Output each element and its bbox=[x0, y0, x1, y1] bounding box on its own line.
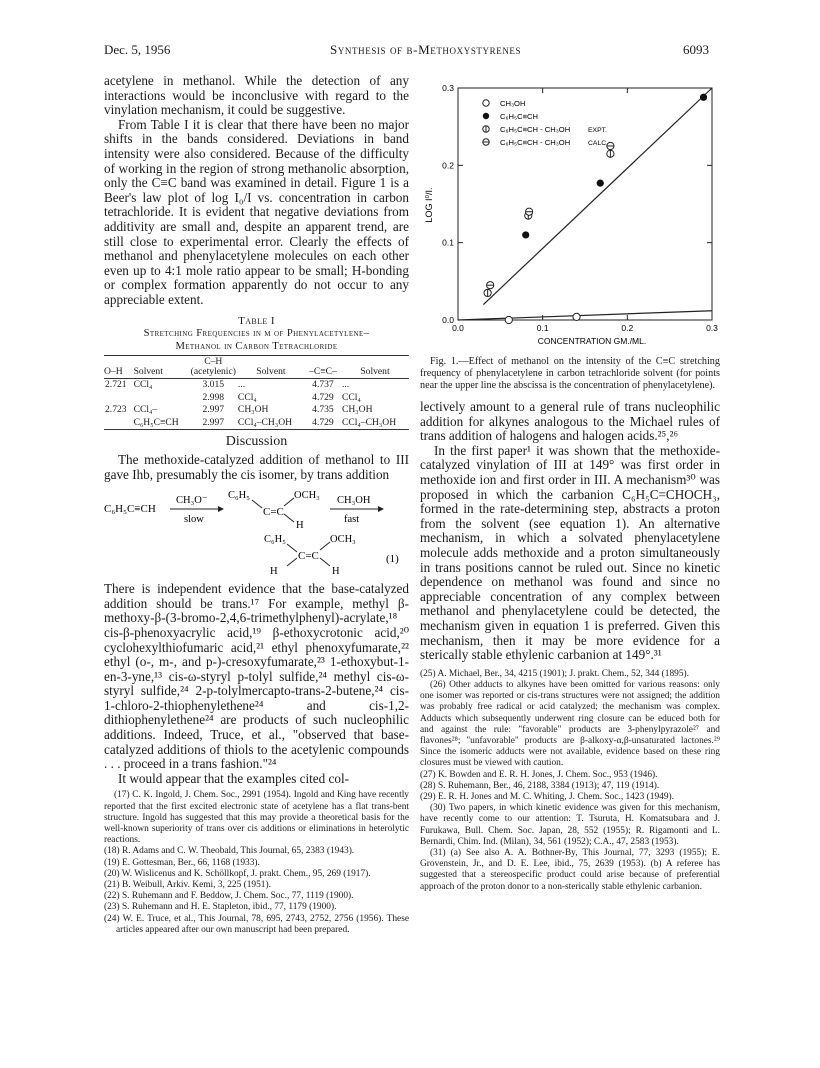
marker-shape bbox=[573, 313, 580, 320]
y-tick-label: 0.2 bbox=[442, 160, 454, 171]
paragraph: acetylene in methanol. While the detection of any interactions would be inconclusive with regard to the vinylation mechanism, it could be suggestive. bbox=[104, 73, 409, 118]
filled-circle-marker bbox=[522, 231, 529, 238]
eq-prod-methoxy: OCH₃ bbox=[330, 534, 356, 546]
y-tick-label: 0.0 bbox=[442, 315, 454, 325]
table-cell: CCl₄–CH₃OH bbox=[237, 416, 293, 428]
header-date: Dec. 5, 1956 bbox=[104, 42, 171, 57]
right-column bbox=[420, 70, 720, 893]
eq-reagent-2: CH₃OH bbox=[337, 495, 371, 507]
eq-bond bbox=[252, 500, 262, 508]
table-cell bbox=[104, 417, 133, 430]
footnote: (22) S. Ruhemann and F. Beddow, J. Chem. Soc., 77, 1119 (1900). bbox=[104, 891, 354, 902]
table-header: O–H bbox=[104, 365, 123, 377]
eq-int-hydrogen: H bbox=[296, 520, 304, 532]
circle-vertical-bar-marker bbox=[483, 126, 489, 132]
table-cell: CH₃OH bbox=[341, 404, 373, 416]
table-cell: 4.729 bbox=[312, 391, 334, 403]
eq-arrowhead-2 bbox=[378, 506, 384, 512]
chart-xlabel: CONCENTRATION GM./ML. bbox=[537, 336, 647, 346]
figure-caption: Fig. 1.—Effect of methanol on the intensity of the C≡C stretching frequency of phenylacetylene in carbon tetrachloride solvent (for points near the upper line the abscissa is the concentration of phenylacetylene). bbox=[420, 356, 720, 391]
eq-int-methoxy: OCH₃ bbox=[294, 490, 320, 502]
table-cell: CCl₄–CH₃OH bbox=[341, 416, 397, 428]
footnote: (29) E. R. H. Jones and M. C. Whiting, J. Chem. Soc., 1423 (1949). bbox=[420, 791, 674, 802]
open-circle-marker bbox=[505, 316, 512, 323]
footnotes-left bbox=[104, 790, 409, 936]
paragraph: The methoxide-catalyzed addition of methanol to III gave Ihb, presumably the cis isomer, by trans addition bbox=[104, 451, 409, 482]
table-cell: CH₃OH bbox=[237, 404, 269, 416]
legend-tag: CALC. bbox=[588, 140, 609, 147]
footnote: (17) C. K. Ingold, J. Chem. Soc., 2991 (1954). Ingold and King have recently reported that the first excited electronic state of acetylene has a flat trans-bent structure. Ingold has suggested that this may provide a theoretical basis for the well-known superiority of trans over cis additions or eliminations in heterolytic reactions. bbox=[104, 790, 409, 846]
footnote: (31) (a) See also A. A. Bothner-By, This Journal, 77, 3293 (1955); E. Grovenstein, Jr., and D. E. Lee, ibid., 75, 2639 (1953). (b) A referee has suggested that a stereospecific product could arise because of preferential approach of the proton donor to a non-sterically stable ethylenic carbanion. bbox=[420, 847, 720, 892]
eq-bond bbox=[287, 558, 297, 566]
paragraph: lectively amount to a general rule of trans nucleophilic addition for alkynes analogous to the Michael rules of trans addition of halogens and halogen acids.²⁵,²⁶ bbox=[420, 399, 720, 444]
table-cell: ... bbox=[237, 379, 246, 391]
circle-vertical-bar-marker bbox=[484, 289, 491, 296]
table-cell: 4.729 bbox=[312, 416, 334, 428]
legend-tag: EXPT. bbox=[588, 127, 607, 134]
eq-bond bbox=[284, 514, 294, 522]
marker-shape bbox=[522, 231, 529, 238]
eq-reactant: C₆H₅C≡CH bbox=[104, 503, 156, 516]
filled-circle-marker bbox=[700, 94, 707, 101]
x-tick-label: 0.2 bbox=[621, 323, 634, 333]
footnotes-right bbox=[420, 669, 720, 893]
table-cell: CCl₄ bbox=[341, 391, 361, 403]
footnote: (20) W. Wislicenus and K. Schöllkopf, J. prakt. Chem., 95, 269 (1917). bbox=[104, 868, 371, 879]
table-header: Solvent bbox=[360, 365, 390, 377]
table-cell: ... bbox=[341, 379, 350, 391]
eq-int-alkene: C=C bbox=[263, 506, 284, 519]
table-row bbox=[104, 417, 409, 430]
left-column bbox=[104, 74, 409, 936]
table-cell: 2.723 bbox=[105, 404, 127, 416]
eq-reagent-1: CH₃O⁻ bbox=[176, 495, 208, 507]
y-tick-label: 0.3 bbox=[442, 83, 454, 93]
x-tick-label: 0.1 bbox=[536, 323, 549, 333]
circle-horizontal-bar-marker bbox=[487, 282, 494, 289]
table-cell: 2.721 bbox=[105, 379, 127, 391]
table-caption bbox=[104, 327, 409, 353]
y-tick-label: 0.1 bbox=[442, 237, 454, 248]
marker-shape bbox=[700, 94, 707, 101]
marker-shape bbox=[483, 100, 489, 106]
open-circle-marker bbox=[483, 100, 489, 106]
section-heading: Discussion bbox=[225, 433, 288, 449]
table-row bbox=[104, 404, 409, 416]
table-cell: 3.015 bbox=[202, 379, 225, 391]
table-cell: 4.737 bbox=[312, 379, 334, 391]
marker-shape bbox=[505, 316, 512, 323]
eq-int-phenyl: C₆H₅ bbox=[228, 490, 250, 502]
eq-bond bbox=[320, 542, 330, 550]
table-cell: 2.998 bbox=[202, 391, 225, 403]
marker-shape bbox=[597, 180, 604, 187]
frequency-table bbox=[104, 355, 409, 430]
footnote: (18) R. Adams and C. W. Theobald, This Journal, 65, 2383 (1943). bbox=[104, 846, 355, 857]
paragraph: There is independent evidence that the base-catalyzed addition should be trans.¹⁷ For example, methyl β-methoxy-β-(3-bromo-2,4,6-trimethylphenyl)-acrylate,¹⁸ cis-β-phenoxyacrylic acid,¹⁹ β-ethoxycrotonic acid,²⁰ cyclohexylthiofumaric acid,²¹ ethyl phenoxyfumarate,²² ethyl (o-, m-, and p-)-cresoxyfumarate,²³ 1-ethoxybut-1-en-3-yne,¹³ cis-ω-styryl p-tolyl sulfide,²⁴ methyl cis-ω-styryl sulfide,²⁴ 2-p-tolylmercapto-trans-2-butene,²⁴ cis-1-chloro-2-thiophenylethene²⁴ and cis-1,2-dithiophenylethene²⁴ are products of such nucleophilic additions. Indeed, Truce, et al., "observed that base-catalyzed additions of thiols to the acetylenic compounds . . . proceed in a trans fashion."²⁴ bbox=[104, 581, 409, 772]
table-caption-line-2: Methanol in Carbon Tetrachloride bbox=[175, 340, 338, 352]
eq-bond bbox=[287, 544, 297, 552]
table-header: Solvent bbox=[133, 365, 163, 377]
eq-bond bbox=[284, 498, 294, 506]
filled-circle-marker bbox=[483, 113, 489, 119]
header-title: Synthesis of β-Methoxystyrenes bbox=[330, 42, 522, 57]
eq-number: (1) bbox=[386, 553, 399, 566]
footnote: (30) Two papers, in which kinetic evidence was given for this mechanism, have recently come to our attention: T. Tsuruta, H. Komatsubara and J. Furukawa, Bull. Chem. Soc. Japan, 28, 552 (1955); R. Rigamonti and L. Bernardi, Chim. Ind. (Milan), 34, 561 (1952); C.A., 47, 2583 (1953). bbox=[420, 803, 720, 847]
table-row bbox=[104, 379, 409, 392]
chart-legend bbox=[483, 99, 608, 147]
paragraph: From Table I it is clear that there have been no major shifts in the bands considered. Deviations in band intensity were also considered. Because of the difficulty of working in the region of strong methanolic absorption, only the C≡C band was examined in detail. Figure 1 is a Beer's law plot of log I₀/I vs. concentration in carbon tetrachloride. It is evident that negative deviations from additivity are small and, despite an apparent trend, are still close to experimental error. Clearly the effects of methanol and phenylacetylene molecules on each other even up to 4:1 mole ratio appear to be small; H-bonding or complex formation apparently do not occur to any appreciable extent. bbox=[104, 116, 409, 307]
eq-prod-alkene: C=C bbox=[298, 550, 319, 563]
chart-frame bbox=[458, 88, 712, 320]
table-cell: CCl₄– bbox=[133, 404, 158, 416]
table-cell: 2.997 bbox=[202, 404, 225, 416]
footnote: (19) E. Gottesman, Ber., 66, 1168 (1933). bbox=[104, 857, 260, 868]
eq-prod-phenyl: C₆H₅ bbox=[264, 534, 286, 546]
table-cell: 2.997 bbox=[202, 416, 225, 428]
table-header: C–H (acetylenic) bbox=[190, 355, 236, 377]
legend-label: C₆H₅C≡CH - CH₃OH bbox=[500, 125, 571, 134]
table-cell: CCl₄ bbox=[133, 379, 153, 391]
table-header: Solvent bbox=[256, 365, 286, 377]
chart-ylabel: LOG I⁰/I. bbox=[424, 187, 434, 223]
legend-label: C₆H₅C≡CH bbox=[500, 112, 538, 121]
eq-prod-hydrogen-1: H bbox=[270, 566, 278, 578]
table-cell: 4.735 bbox=[312, 404, 334, 416]
footnote: (24) W. E. Truce, et al., This Journal, 78, 695, 2743, 2752, 2756 (1956). These articles appeared after our own manuscript had been prepared. bbox=[104, 913, 409, 935]
footnote: (26) Other adducts to alkynes have been omitted for various reasons: only one isomer was reported or cis-trans structures were not assigned; the addition was probably free radical or acid catalyzed; the mechanism was complex. Adducts which subsequently underwent ring closure can be educed both for and against the rule: "favorable" products are 3-phenylpyrazole²⁷ and flavones²⁸; "unfavorable" products are β-alkoxy-α,β-unsaturated lactones.²⁹ Since the isomeric adducts were not available, evidence based on these ring closures must be viewed with caution. bbox=[420, 679, 720, 769]
fit-line bbox=[458, 311, 712, 320]
chart-axes bbox=[442, 83, 718, 333]
legend-label: C₆H₅C≡CH - CH₃OH bbox=[500, 138, 571, 147]
x-tick-label: 0.3 bbox=[706, 323, 718, 333]
chart-fit-lines bbox=[458, 88, 712, 320]
footnote: (27) K. Bowden and E. R. H. Jones, J. Chem. Soc., 953 (1946). bbox=[420, 769, 658, 780]
eq-arrowhead-1 bbox=[218, 506, 224, 512]
footnote: (25) A. Michael, Ber., 34, 4215 (1901); J. prakt. Chem., 52, 344 (1895). bbox=[420, 668, 689, 679]
circle-vertical-bar-marker bbox=[607, 150, 614, 157]
footnote: (23) S. Ruhemann and H. E. Stapleton, ibid., 77, 1179 (1900). bbox=[104, 902, 337, 913]
footnote: (21) B. Weibull, Arkiv. Kemi, 3, 225 (1951). bbox=[104, 880, 271, 891]
legend-label: CH₃OH bbox=[500, 99, 526, 108]
eq-bond bbox=[320, 558, 330, 566]
open-circle-marker bbox=[573, 313, 580, 320]
table-row bbox=[104, 392, 409, 404]
table-cell: C₆H₅C≡CH bbox=[133, 416, 179, 428]
table-cell: CCl₄ bbox=[237, 391, 257, 403]
table-cell bbox=[104, 392, 133, 404]
figure-1-chart bbox=[420, 70, 720, 352]
eq-condition-1: slow bbox=[184, 514, 204, 526]
table-header: –C≡C– bbox=[309, 365, 337, 377]
table-caption-line-1: Stretching Frequencies in μ of Phenylacetylene– bbox=[143, 327, 370, 339]
equation-1 bbox=[104, 484, 409, 580]
marker-shape bbox=[483, 113, 489, 119]
table-title: Table I bbox=[238, 314, 275, 327]
header-page-number: 6093 bbox=[683, 42, 709, 57]
eq-condition-2: fast bbox=[344, 514, 360, 526]
paragraph: It would appear that the examples cited col- bbox=[118, 770, 350, 786]
paragraph: In the first paper¹ it was shown that the methoxide-catalyzed vinylation of III at 149° was first order in methoxide ion and first order in III. A mechanism³⁰ was proposed in which the carbanion C₆H₅C=CHOCH₃, formed in the rate-determining step, abstracts a proton from the solvent (see equation 1). An alternative mechanism, in which a solvated phenylacetylene molecule adds methoxide and a proton simultaneously in trans positions cannot be ruled out. Since no kinetic dependence on methanol was found and since no appreciable concentration of any complex between methanol and phenylacetylene could be detected, the mechanism given in equation 1 is preferred. Given this mechanism, then it may be more evidence for a sterically stable ethylenic carbanion at 149°.³¹ bbox=[420, 442, 720, 663]
x-tick-label: 0.0 bbox=[452, 323, 464, 333]
footnote: (28) S. Ruhemann, Ber., 46, 2188, 3384 (1913); 47, 119 (1914). bbox=[420, 780, 660, 791]
circle-horizontal-bar-marker bbox=[526, 208, 533, 215]
circle-horizontal-bar-marker bbox=[483, 139, 489, 145]
table-cell bbox=[133, 392, 190, 404]
eq-prod-hydrogen-2: H bbox=[332, 566, 340, 578]
filled-circle-marker bbox=[597, 180, 604, 187]
